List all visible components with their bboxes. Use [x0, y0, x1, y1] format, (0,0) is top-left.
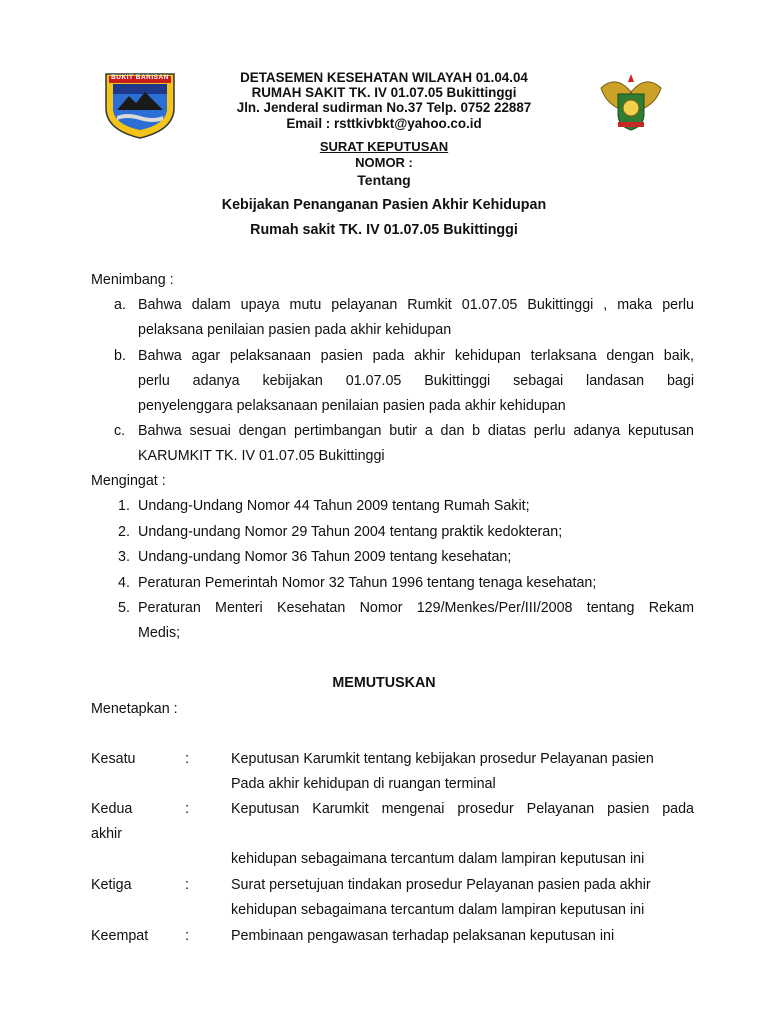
mengingat-marker-4: 4. [118, 575, 130, 591]
kesatu-label: Kesatu [91, 751, 136, 767]
logo-text: BUKIT BARISAN [111, 74, 169, 81]
subject-line-2: Rumah sakit TK. IV 01.07.05 Bukittinggi [250, 222, 518, 238]
menimbang-a-line-2: pelaksana penilaian pasien pada akhir kehidupan [138, 322, 452, 338]
menimbang-b-line-3: penyelenggara pelaksanaan penilaian pasien pada akhir kehidupan [138, 398, 566, 414]
header-line-2: RUMAH SAKIT TK. IV 01.07.05 Bukittinggi [251, 85, 517, 100]
mengingat-5-line-1: Peraturan Menteri Kesehatan Nomor 129/Menkes/Per/III/2008 tentang Rekam [138, 600, 694, 616]
doc-type-row [0, 139, 768, 154]
menimbang-c-line-2: KARUMKIT TK. IV 01.07.05 Bukittinggi [138, 448, 385, 464]
ketiga-label: Ketiga [91, 877, 132, 893]
mengingat-4: Peraturan Pemerintah Nomor 32 Tahun 1996 tentang tenaga kesehatan; [138, 575, 597, 591]
memutuskan-heading: MEMUTUSKAN [332, 675, 436, 691]
kedua-label-continued: akhir [91, 826, 122, 842]
mengingat-1: Undang-Undang Nomor 44 Tahun 2009 tentang Rumah Sakit; [138, 498, 530, 514]
menetapkan-label: Menetapkan : [91, 701, 178, 717]
doc-type: SURAT KEPUTUSAN [319, 139, 449, 154]
kedua-colon: : [185, 801, 189, 817]
kesatu-line-1: Keputusan Karumkit tentang kebijakan prosedur Pelayanan pasien [231, 751, 654, 767]
kesatu-colon: : [185, 751, 189, 767]
nomor: NOMOR : [355, 155, 413, 170]
mengingat-marker-3: 3. [118, 549, 130, 565]
mengingat-2: Undang-undang Nomor 29 Tahun 2004 tentang praktik kedokteran; [138, 524, 563, 540]
header-line-1: DETASEMEN KESEHATAN WILAYAH 01.04.04 [240, 70, 528, 85]
mengingat-heading: Mengingat : [91, 473, 166, 489]
mengingat-3: Undang-undang Nomor 36 Tahun 2009 tentang kesehatan; [138, 549, 512, 565]
ketiga-line-2: kehidupan sebagaimana tercantum dalam lampiran keputusan ini [231, 902, 645, 918]
kedua-label: Kedua [91, 801, 133, 817]
menimbang-marker-b: b. [114, 348, 126, 364]
mengingat-marker-2: 2. [118, 524, 130, 540]
menimbang-c-line-1: Bahwa sesuai dengan pertimbangan butir a dan b diatas perlu adanya keputusan [138, 423, 694, 439]
menimbang-marker-a: a. [114, 297, 126, 313]
mengingat-marker-5: 5. [118, 600, 130, 616]
ketiga-line-1: Surat persetujuan tindakan prosedur Pelayanan pasien pada akhir [231, 877, 651, 893]
tentang: Tentang [357, 172, 411, 188]
ketiga-colon: : [185, 877, 189, 893]
menimbang-b-line-2: perlu adanya kebijakan 01.07.05 Bukittinggi sebagai landasan bagi [138, 373, 694, 389]
keempat-label: Keempat [91, 928, 149, 944]
kedua-line-2: kehidupan sebagaimana tercantum dalam lampiran keputusan ini [231, 851, 645, 867]
menimbang-b-line-1: Bahwa agar pelaksanaan pasien pada akhir kehidupan terlaksana dengan baik, [138, 348, 694, 364]
mengingat-5-line-2: Medis; [138, 625, 181, 641]
mengingat-marker-1: 1. [118, 498, 130, 514]
keempat-line-1: Pembinaan pengawasan terhadap pelaksanan keputusan ini [231, 928, 615, 944]
menimbang-marker-c: c. [114, 423, 126, 439]
header-line-3: Jln. Jenderal sudirman No.37 Telp. 0752 22887 [236, 100, 532, 115]
keempat-colon: : [185, 928, 189, 944]
kesatu-line-2: Pada akhir kehidupan di ruangan terminal [231, 776, 496, 792]
subject-line-1: Kebijakan Penanganan Pasien Akhir Kehidupan [221, 197, 547, 213]
header-email: Email : rsttkivbkt@yahoo.co.id [286, 116, 482, 131]
menimbang-a-line-1: Bahwa dalam upaya mutu pelayanan Rumkit 01.07.05 Bukittinggi , maka perlu [138, 297, 694, 313]
menimbang-heading: Menimbang : [91, 272, 174, 288]
kedua-line-1: Keputusan Karumkit mengenai prosedur Pelayanan pasien pada [231, 801, 694, 817]
